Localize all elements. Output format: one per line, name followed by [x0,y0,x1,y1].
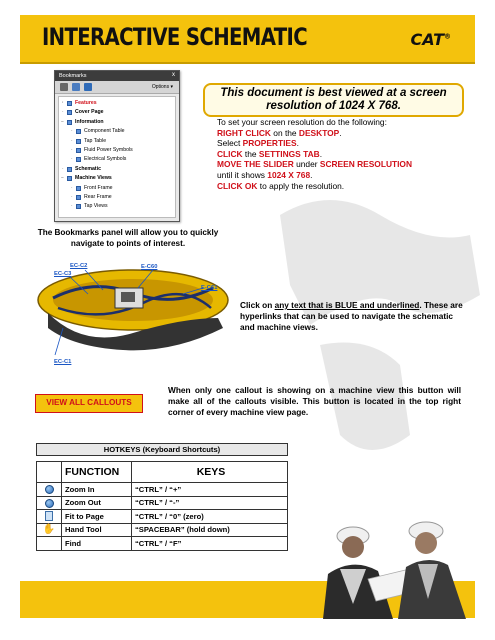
bookmark-tap-views[interactable]: · Tap Views [59,202,175,211]
bookmark-information[interactable]: − Information [59,118,175,127]
callout-ec-c1[interactable]: EC-C1 [54,359,72,365]
column-header-keys: KEYS [132,462,288,483]
instruction-text: Click on [240,300,275,310]
instruction-highlight: DESKTOP [298,127,340,138]
keys-cell: “CTRL” / “F” [132,537,288,551]
fit-page-icon [45,511,53,521]
bookmark-icon [67,167,72,172]
bookmark-electrical-symbols[interactable]: · Electrical Symbols [59,155,175,164]
bookmark-icon [76,139,81,144]
bookmark-icon [76,204,81,209]
bookmark-label: Component Table [84,128,125,135]
view-all-description: When only one callout is showing on a machine view this button will make all of the callouts visible. This button is located in the top right corner of every machine view page. [168,385,461,418]
bookmark-label: Tap Views [84,203,108,210]
options-menu[interactable]: Options ▾ [151,84,173,90]
bookmark-label: Features [75,100,97,106]
keys-cell: “CTRL” / “0” (zero) [132,510,288,524]
zoom-out-icon [45,499,54,508]
bookmarks-tree [58,96,176,218]
instruction-text: on the [270,127,299,138]
bookmark-label: Cover Page [75,109,104,116]
function-cell: Fit to Page [62,510,132,524]
hotkeys-title: HOTKEYS (Keyboard Shortcuts) [36,443,288,456]
bookmark-label: Machine Views [75,175,112,182]
bookmarks-title: Bookmarks [59,73,87,79]
resolution-line-6 [203,170,464,181]
bookmark-schematic[interactable]: · Schematic [59,165,175,174]
bookmark-label: Front Frame [84,184,113,191]
hotkeys-table [36,461,288,551]
bookmarks-titlebar [55,71,179,81]
delete-bookmark-icon[interactable] [60,83,68,91]
instruction-highlight: CLICK OK [217,180,258,191]
keys-cell: “CTRL” / “+” [132,483,288,497]
bookmark-label: Electrical Symbols [84,156,127,163]
bookmark-icon [76,157,81,162]
header-banner [20,15,475,64]
callout-ec-c2[interactable]: EC-C2 [70,263,88,269]
resolution-line-1: To set your screen resolution do the following: [217,117,387,127]
keys-cell: “SPACEBAR” (hold down) [132,523,288,537]
bookmark-tap-table[interactable]: · Tap Table [59,137,175,146]
bookmark-label: Information [75,118,104,125]
function-cell: Hand Tool [62,523,132,537]
instruction-highlight: 1024 X 768 [267,169,311,180]
callout-ec-c3[interactable]: EC-C3 [54,271,72,277]
resolution-line-4 [203,149,464,160]
hand-tool-icon: ✋ [42,523,56,535]
logo-text: CAT [410,30,444,49]
bookmarks-toolbar [55,81,179,94]
instruction-text: . [319,148,323,159]
instruction-text: until it shows [217,169,268,180]
expand-bookmark-icon[interactable] [84,83,92,91]
instruction-text: . [296,138,299,149]
instruction-text: the [242,148,259,159]
callout-e-c61[interactable]: E-C61 [201,285,218,291]
bookmark-icon [67,110,72,115]
bookmark-icon [67,176,72,181]
function-cell: Zoom In [62,483,132,497]
bookmark-rear-frame[interactable]: · Rear Frame [59,193,175,202]
instruction-highlight: PROPERTIES [242,138,297,149]
bookmark-label: Fluid Power Symbols [84,146,133,153]
instruction-highlight: SETTINGS TAB [258,148,320,159]
cat-logo [410,30,451,49]
hyperlink-instructions [240,300,468,334]
instruction-text: . [339,127,342,138]
view-all-callouts-button[interactable]: VIEW ALL CALLOUTS [35,394,143,413]
bookmark-front-frame[interactable]: · Front Frame [59,184,175,193]
column-header-function: FUNCTION [62,462,132,483]
table-row [37,483,288,497]
table-header-row [37,462,288,483]
resolution-heading: This document is best viewed at a screen resolution of 1024 X 768. [203,83,464,117]
bookmark-icon [76,148,81,153]
resolution-line-7 [203,181,464,192]
bookmark-cover-page[interactable]: · Cover Page [59,108,175,117]
zoom-in-icon [45,485,54,494]
resolution-line-5 [203,159,464,170]
header-icon-cell [37,462,62,483]
bookmark-icon [67,101,72,106]
table-row [37,537,288,551]
instruction-highlight: MOVE THE SLIDER [217,159,294,170]
bookmarks-panel [54,70,180,222]
bookmark-icon [76,186,81,191]
bookmark-label: Rear Frame [84,193,112,200]
page-title: INTERACTIVE SCHEMATIC [42,23,308,51]
bookmark-icon [76,195,81,200]
close-icon[interactable]: x [172,72,175,78]
bookmark-label: Schematic [75,165,101,172]
bookmark-features[interactable]: · Features [59,99,175,108]
bookmark-icon [76,129,81,134]
instruction-highlight: SCREEN RESOLUTION [319,159,412,170]
resolution-line-2 [203,128,464,139]
instruction-text: to apply the resolution. [257,180,345,191]
instruction-text: . [310,169,313,180]
instruction-text: . These are hyperlinks that can be used to navigate the schematic and machine views. [240,300,463,333]
function-cell: Zoom Out [62,496,132,510]
bookmark-icon [67,120,72,125]
instruction-highlight: RIGHT CLICK [217,127,271,138]
underlined-text: any text that is BLUE and underlined [274,300,420,310]
instruction-text: under [293,159,320,170]
bookmark-machine-views[interactable]: − Machine Views [59,174,175,183]
workers-photo [298,509,478,619]
keys-cell: “CTRL” / “-” [132,496,288,510]
function-cell: Find [62,537,132,551]
callout-e-c60[interactable]: E-C60 [141,264,158,270]
new-bookmark-icon[interactable] [72,83,80,91]
resolution-line-3 [203,138,464,149]
resolution-notice [203,83,464,201]
bookmark-component-table[interactable]: · Component Table [59,127,175,136]
bookmark-fluid-power-symbols[interactable]: · Fluid Power Symbols [59,146,175,155]
bookmark-label: Tap Table [84,137,107,144]
instruction-highlight: CLICK [217,148,243,159]
table-row [37,496,288,510]
instruction-text: Select [217,138,243,149]
table-row [37,510,288,524]
logo-registered-mark: ® [444,32,451,41]
table-row [37,523,288,537]
bookmarks-caption: The Bookmarks panel will allow you to quickly navigate to points of interest. [37,228,219,248]
